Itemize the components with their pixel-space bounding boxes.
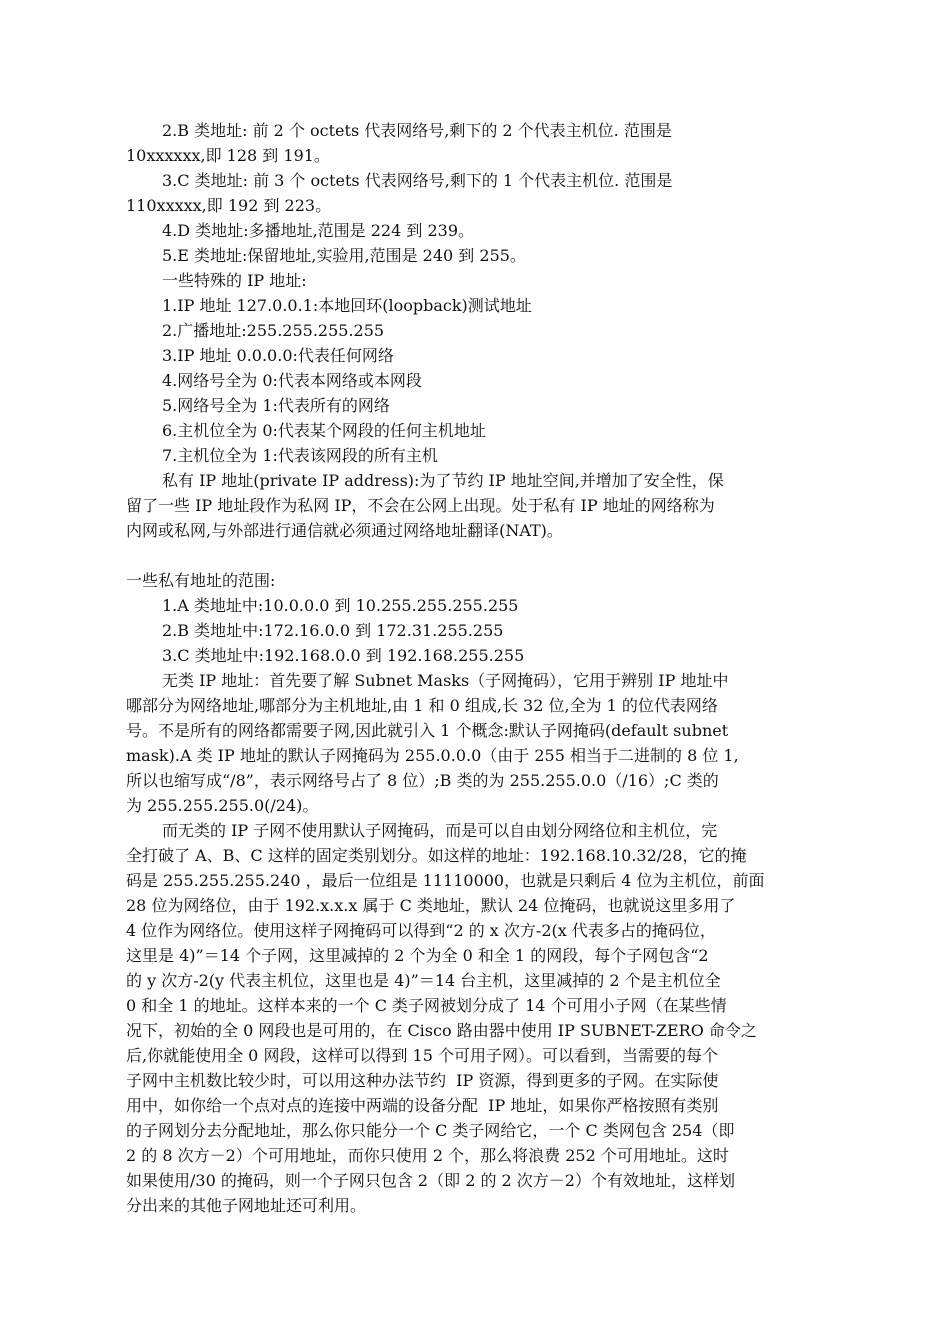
- text-line: 2.B 类地址中:172.16.0.0 到 172.31.255.255: [162, 621, 504, 640]
- text-line: 子网中主机数比较少时，可以用这种办法节约 IP 资源，得到更多的子网。在实际使: [126, 1071, 719, 1090]
- text-line: 无类 IP 地址：首先要了解 Subnet Masks（子网掩码），它用于辨别 IP 地址中: [162, 671, 729, 690]
- text-line: 4.网络号全为 0:代表本网络或本网段: [162, 371, 422, 390]
- text-line: 号。不是所有的网络都需要子网,因此就引入 1 个概念:默认子网掩码(default subnet: [126, 721, 729, 740]
- text-line: 这里是 4)”＝14 个子网，这里减掉的 2 个为全 0 和全 1 的网段，每个子网包含“2: [126, 946, 709, 965]
- text-line: 一些私有地址的范围:: [126, 571, 276, 590]
- text-line: 110xxxxx,即 192 到 223。: [126, 196, 332, 215]
- text-line: 一些特殊的 IP 地址:: [162, 271, 307, 290]
- text-line: 所以也缩写成“/8”，表示网络号占了 8 位）;B 类的为 255.255.0.0（/16）;C 类的: [126, 771, 719, 790]
- text-line: 5.网络号全为 1:代表所有的网络: [162, 396, 390, 415]
- text-line: 后,你就能使用全 0 网段，这样可以得到 15 个可用子网）。可以看到，当需要的每个: [126, 1046, 718, 1065]
- text-line: 哪部分为网络地址,哪部分为主机地址,由 1 和 0 组成,长 32 位,全为 1 的位代表网络: [126, 696, 718, 715]
- text-line: 0 和全 1 的地址。这样本来的一个 C 类子网被划分成了 14 个可用小子网（在某些情: [126, 996, 727, 1015]
- text-line: 的 y 次方-2(y 代表主机位，这里也是 4)”＝14 台主机，这里减掉的 2 个是主机位全: [126, 971, 721, 990]
- text-line: 如果使用/30 的掩码，则一个子网只包含 2（即 2 的 2 次方－2）个有效地址，这样划: [126, 1171, 735, 1190]
- text-line: 2 的 8 次方－2）个可用地址，而你只使用 2 个，那么将浪费 252 个可用地址。这时: [126, 1146, 729, 1165]
- text-line: 的子网划分去分配地址，那么你只能分一个 C 类子网给它，一个 C 类网包含 254（即: [126, 1121, 735, 1140]
- text-line: 4.D 类地址:多播地址,范围是 224 到 239。: [162, 221, 474, 240]
- text-line: 分出来的其他子网地址还可利用。: [126, 1196, 367, 1215]
- text-line: 全打破了 A、B、C 这样的固定类别划分。如这样的地址：192.168.10.32/28，它的掩: [126, 846, 747, 865]
- text-line: 2.B 类地址: 前 2 个 octets 代表网络号,剩下的 2 个代表主机位. 范围是: [162, 121, 672, 140]
- text-line: 5.E 类地址:保留地址,实验用,范围是 240 到 255。: [162, 246, 526, 265]
- text-line: 留了一些 IP 地址段作为私网 IP，不会在公网上出现。处于私有 IP 地址的网络称为: [126, 496, 715, 515]
- text-line: 7.主机位全为 1:代表该网段的所有主机: [162, 446, 438, 465]
- text-line: 1.IP 地址 127.0.0.1:本地回环(loopback)测试地址: [162, 296, 532, 315]
- text-line: mask).A 类 IP 地址的默认子网掩码为 255.0.0.0（由于 255 相当于二进制的 8 位 1,: [126, 746, 739, 765]
- text-line: 28 位为网络位，由于 192.x.x.x 属于 C 类地址，默认 24 位掩码，也就说这里多用了: [126, 896, 736, 915]
- text-line: 内网或私网,与外部进行通信就必须通过网络地址翻译(NAT)。: [126, 521, 563, 540]
- text-line: 6.主机位全为 0:代表某个网段的任何主机地址: [162, 421, 486, 440]
- text-line: 3.C 类地址中:192.168.0.0 到 192.168.255.255: [162, 646, 525, 665]
- text-line: 10xxxxxx,即 128 到 191。: [126, 146, 330, 165]
- document-body: [126, 118, 826, 1218]
- text-line: 3.IP 地址 0.0.0.0:代表任何网络: [162, 346, 394, 365]
- text-line: 3.C 类地址: 前 3 个 octets 代表网络号,剩下的 1 个代表主机位. 范围是: [162, 171, 673, 190]
- text-line: 1.A 类地址中:10.0.0.0 到 10.255.255.255.255: [162, 596, 519, 615]
- text-line: 私有 IP 地址(private IP address):为了节约 IP 地址空间,并增加了安全性，保: [162, 471, 724, 490]
- text-line: 码是 255.255.255.240 ，最后一位组是 11110000，也就是只剩后 4 位为主机位，前面: [126, 871, 765, 890]
- text-line: 况下，初始的全 0 网段也是可用的，在 Cisco 路由器中使用 IP SUBNET-ZERO 命令之: [126, 1021, 757, 1040]
- blank-line: [126, 543, 826, 568]
- text-line: 2.广播地址:255.255.255.255: [162, 321, 385, 340]
- text-line: 用中，如你给一个点对点的连接中两端的设备分配 IP 地址，如果你严格按照有类别: [126, 1096, 719, 1115]
- text-line: 4 位作为网络位。使用这样子网掩码可以得到“2 的 x 次方-2(x 代表多占的掩码位，: [126, 921, 716, 940]
- text-line: 而无类的 IP 子网不使用默认子网掩码，而是可以自由划分网络位和主机位，完: [162, 821, 718, 840]
- text-line: 为 255.255.255.0(/24)。: [126, 796, 319, 815]
